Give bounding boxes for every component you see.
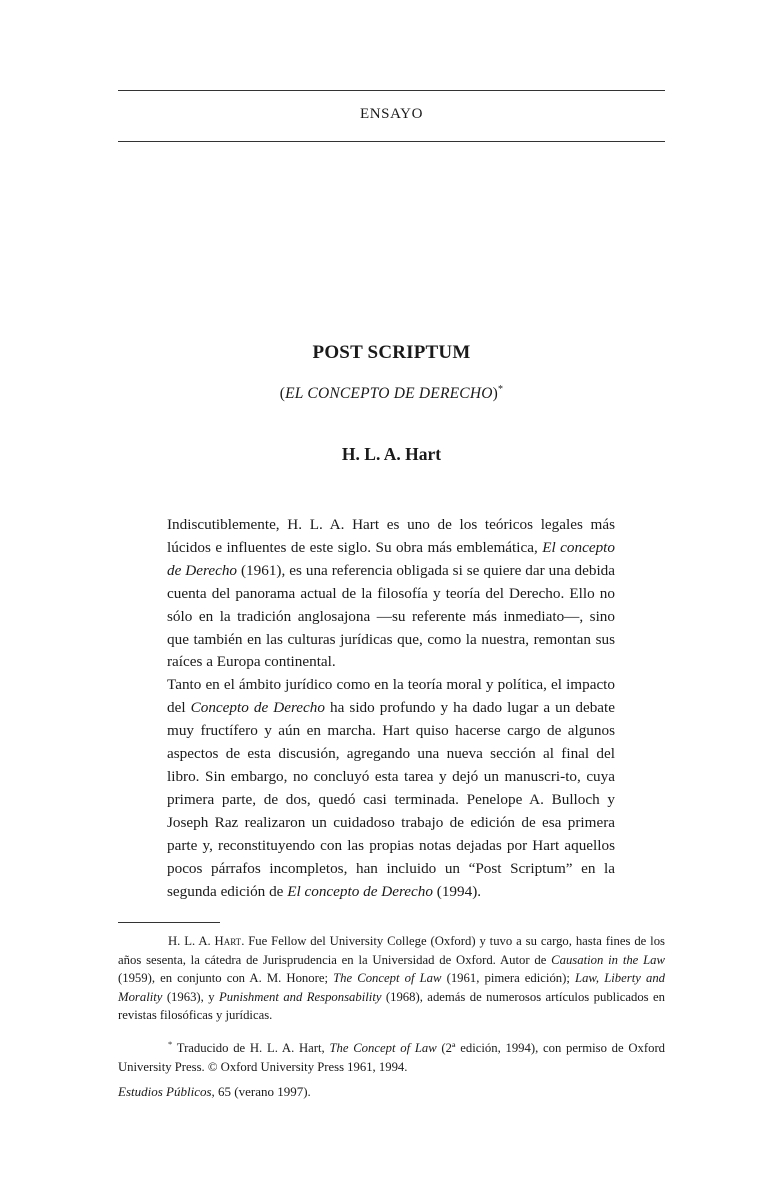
text-run: . Fue Fellow del University College (Oxford) y tuvo a su cargo, hasta fines de los años sesenta, la cátedra de Jurisprudencia en la Universidad de Oxford. Autor de bbox=[118, 934, 665, 967]
subtitle-open: ( bbox=[279, 385, 286, 402]
text-run: (1968), además de numerosos artículos publicados en revistas filosóficas y jurídicas. bbox=[118, 989, 666, 1023]
book-title: Punishment and Responsability bbox=[219, 989, 382, 1004]
header-rule-bottom bbox=[118, 141, 665, 142]
journal-issue: 65 (verano 1997). bbox=[214, 1084, 311, 1099]
book-title: Causation in the Law bbox=[551, 952, 665, 967]
text-run: Indiscutiblemente, H. L. A. Hart es uno de los teóricos legales más lúcidos e influentes de este siglo. Su obra más emblemática, bbox=[167, 516, 615, 556]
abstract-paragraph-1 bbox=[167, 514, 615, 674]
article-author: H. L. A. Hart bbox=[341, 444, 442, 464]
subtitle-footnote-mark[interactable]: * bbox=[498, 383, 504, 395]
text-run: (1961, pimera edición); bbox=[441, 971, 576, 986]
article-title: POST SCRIPTUM bbox=[312, 342, 471, 363]
text-run: Tanto en el ámbito jurídico como en la teoría moral y política, el impacto del bbox=[167, 676, 615, 717]
footnotes bbox=[118, 932, 665, 1076]
book-title: Law, Liberty and Morality bbox=[118, 971, 666, 1004]
subtitle-close: ) bbox=[492, 385, 499, 402]
book-title: Concepto de Derecho bbox=[190, 699, 325, 717]
text-run: (2ª edición, 1994), con permiso de Oxford University Press. © Oxford University Press 1961, 1994. bbox=[118, 1040, 666, 1074]
text-run: Traducido de H. L. A. Hart, bbox=[176, 1040, 330, 1055]
section-label: ENSAYO bbox=[359, 106, 424, 122]
footnote-separator bbox=[118, 922, 220, 923]
journal-name: Estudios Públicos, bbox=[118, 1084, 215, 1099]
text-run: ha sido profundo y ha dado lugar a un debate muy fructífero y aún en marcha. Hart quiso hacerse cargo de algunos aspectos de esta discusión, agregando una nueva sección al final del libro. Sin embargo, no concluyó esta tarea y dejó un manuscri-to, cuya primera parte, de dos, quedó casi terminada. Penelope A. Bulloch y Joseph Raz realizaron un cuidadoso trabajo de edición de esa primera parte y, reconstituyendo con las propias notas dejadas por Hart aquellos pocos párrafos incompletos, han incluido un “Post Scriptum” en la segunda edición de bbox=[167, 699, 616, 900]
text-run: (1963), y bbox=[162, 989, 219, 1004]
footnote-mark: * bbox=[168, 1038, 173, 1049]
abstract bbox=[167, 514, 615, 903]
subtitle-italic: EL CONCEPTO DE DERECHO bbox=[285, 385, 493, 402]
header-rule-top bbox=[118, 90, 665, 91]
abstract-paragraph-2 bbox=[167, 674, 615, 903]
article-subtitle bbox=[118, 385, 665, 403]
small-caps-run: art bbox=[223, 934, 242, 948]
text-run: (1961), es una referencia obligada si se quiere dar una debida cuenta del panorama actual de la filosofía y teoría del Derecho. Ello no sólo en la tradición anglosajona —su referente más inmediato—, sino que también en las culturas jurídicas que, como la nuestra, remontan sus raíces a Europa continental. bbox=[167, 561, 616, 671]
text-run: H. L. A. H bbox=[168, 934, 224, 948]
source-line bbox=[118, 1084, 665, 1100]
text-run: (1994). bbox=[432, 882, 482, 900]
book-title: The Concept of Law bbox=[333, 971, 442, 986]
book-title: El concepto de Derecho bbox=[287, 882, 433, 900]
book-title: El concepto de Derecho bbox=[167, 538, 615, 579]
footnote-author-bio bbox=[118, 932, 665, 1025]
footnote-translation bbox=[118, 1039, 665, 1076]
text-run: (1959), en conjunto con A. M. Honore; bbox=[118, 971, 334, 986]
book-title: The Concept of Law bbox=[329, 1040, 437, 1055]
